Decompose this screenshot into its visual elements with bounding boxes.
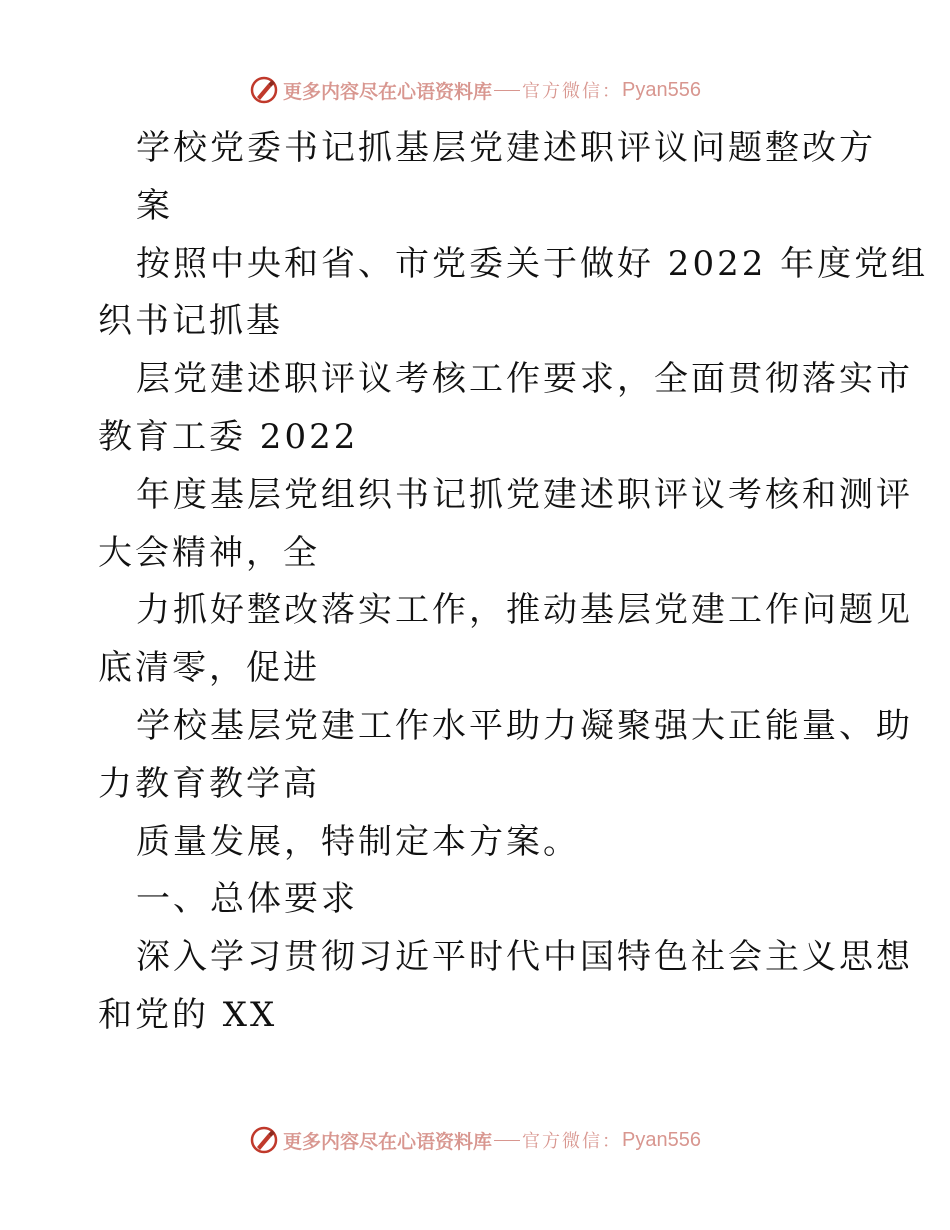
- paragraph-line: 底清零，促进: [98, 648, 320, 689]
- pen-logo-icon: [249, 1125, 279, 1155]
- footer-wechat-label: 官方微信：: [522, 1131, 623, 1152]
- footer-banner-dash: [494, 1140, 520, 1141]
- footer-wechat-id: Pyan556: [622, 1128, 701, 1151]
- paragraph-line: 织书记抓基: [98, 301, 283, 342]
- paragraph-line: 和党的 XX: [98, 994, 278, 1035]
- footer-banner-text: 更多内容尽在心语资料库: [283, 1130, 493, 1153]
- document-title-line-1: 学校党委书记抓基层党建述职评议问题整改方: [136, 128, 876, 168]
- header-wechat-label: 官方微信：: [522, 81, 623, 102]
- header-wechat-id: Pyan556: [622, 78, 701, 101]
- paragraph-line: 质量发展，特制定本方案。: [136, 821, 580, 862]
- paragraph-line: 大会精神，全: [98, 532, 320, 573]
- section-heading: 一、总体要求: [136, 879, 358, 920]
- paragraph-line: 力教育教学高: [98, 763, 320, 804]
- header-banner-dash: [494, 90, 520, 91]
- header-banner-text: 更多内容尽在心语资料库: [283, 80, 493, 103]
- footer-banner: [0, 1120, 950, 1160]
- paragraph-line: 教育工委 2022: [98, 416, 359, 457]
- document-title-line-2: 案: [136, 185, 173, 226]
- document-body: [98, 120, 929, 1045]
- paragraph-line: 力抓好整改落实工作，推动基层党建工作问题见: [136, 590, 913, 631]
- paragraph-line: 层党建述职评议考核工作要求，全面贯彻落实市: [136, 359, 913, 400]
- paragraph-line: 深入学习贯彻习近平时代中国特色社会主义思想: [136, 937, 913, 978]
- pen-logo-icon: [249, 75, 279, 105]
- paragraph-line: 年度基层党组织书记抓党建述职评议考核和测评: [136, 474, 913, 515]
- paragraph-line: 学校基层党建工作水平助力凝聚强大正能量、助: [136, 705, 913, 746]
- paragraph-line: 按照中央和省、市党委关于做好 2022 年度党组: [136, 243, 929, 284]
- header-banner: [0, 70, 950, 110]
